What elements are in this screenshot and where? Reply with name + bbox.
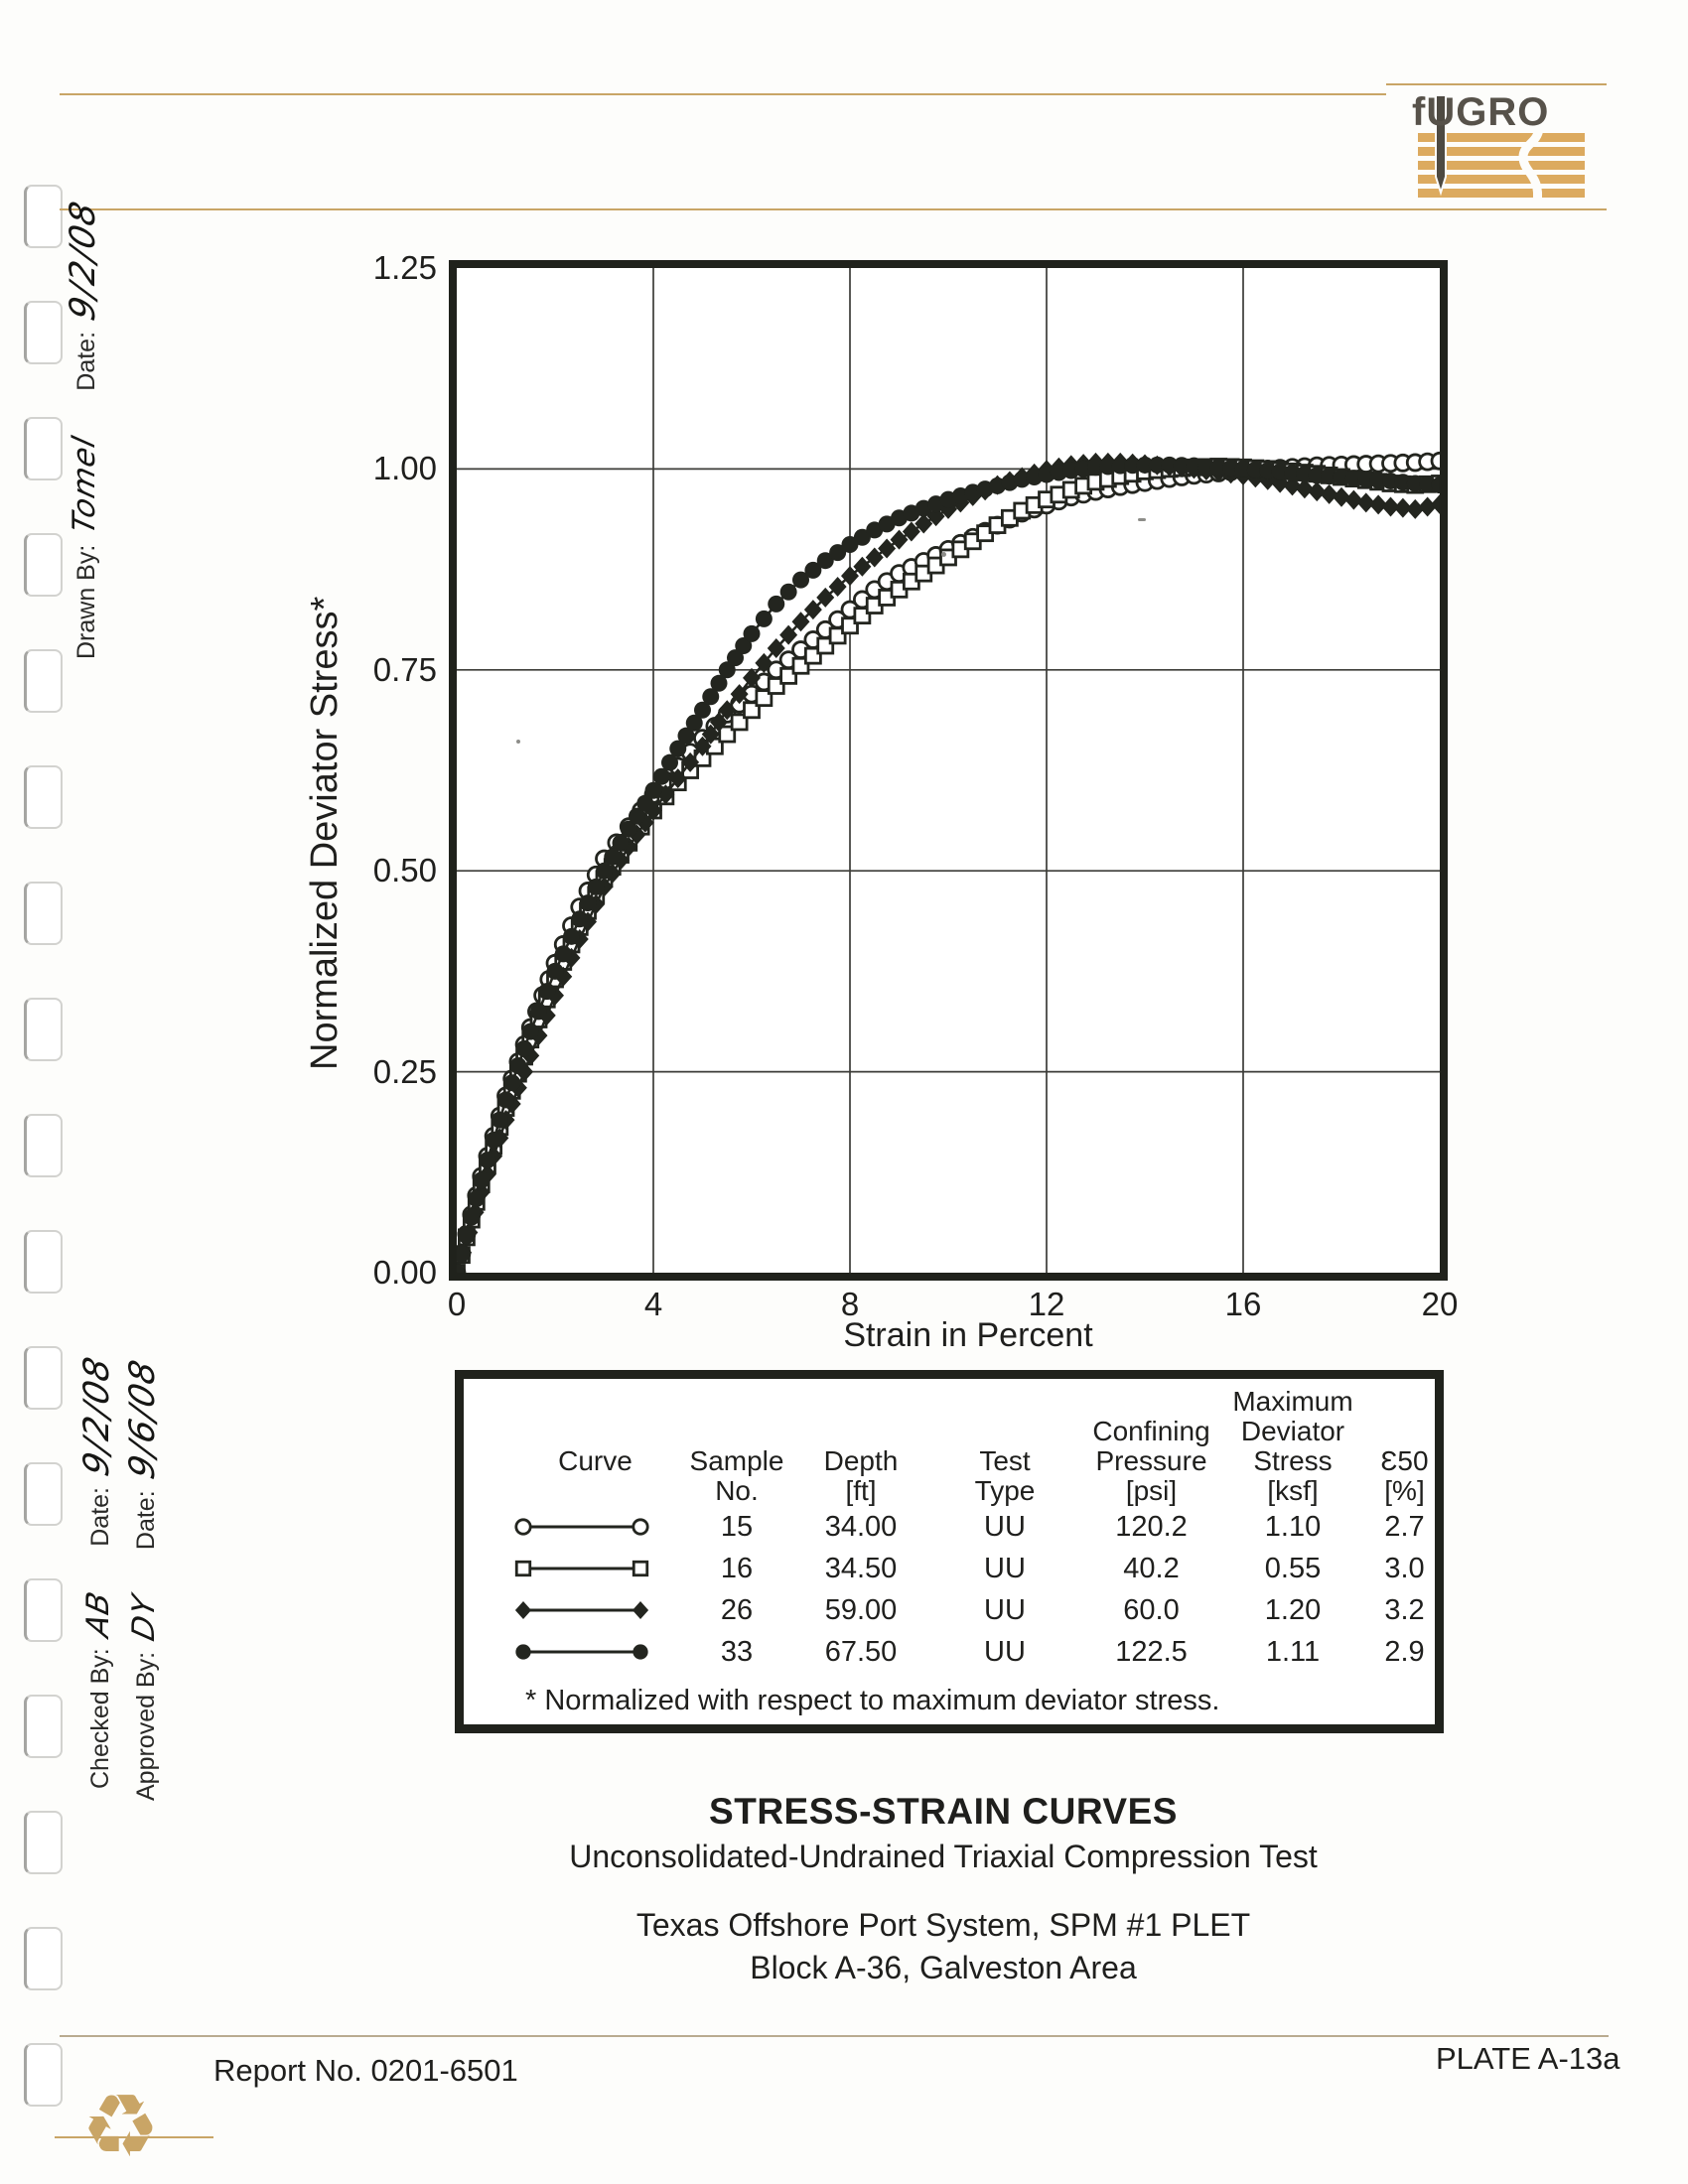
legend-table <box>503 1387 1435 1673</box>
legend-cell-confining_pressure: 60.0 <box>1123 1594 1180 1626</box>
margin-checked-by-line <box>77 1352 117 1789</box>
legend-cell-e50: 3.0 <box>1384 1553 1425 1584</box>
filled-circle-icon <box>509 1636 658 1668</box>
binding-hole <box>24 1114 63 1177</box>
binding-hole <box>24 649 63 713</box>
series-sample-33 <box>457 457 1440 1273</box>
x-tick-label: 16 <box>1224 1286 1262 1322</box>
legend-cell-test_type: UU <box>984 1594 1026 1626</box>
binding-hole <box>24 765 63 829</box>
y-tick-label: 1.00 <box>372 450 437 487</box>
legend-cell-confining_pressure: 122.5 <box>1115 1636 1188 1668</box>
legend-header-5: Maximum Deviator Stress [ksf] <box>1232 1386 1353 1506</box>
y-tick-label: 1.25 <box>372 249 437 286</box>
approved-by-label: Approved By: <box>132 1651 160 1801</box>
legend-cell-test_type: UU <box>984 1636 1026 1668</box>
header-rule-bottom <box>60 208 1607 210</box>
binding-hole <box>24 1230 63 1294</box>
legend-cell-test_type: UU <box>984 1511 1026 1543</box>
legend-footnote: * Normalized with respect to maximum deviator stress. <box>525 1685 1220 1716</box>
y-tick-label: 0.25 <box>372 1052 437 1090</box>
binding-hole <box>24 1462 63 1526</box>
checked-by-signature: AB <box>80 1587 116 1641</box>
drawn-date-value: 9/2/08 <box>64 197 103 325</box>
legend-cell-max_deviator_stress: 1.10 <box>1264 1511 1322 1543</box>
x-tick-label: 8 <box>840 1286 860 1322</box>
binding-hole <box>24 998 63 1061</box>
x-tick-label: 20 <box>1421 1286 1459 1322</box>
stress-strain-chart <box>457 268 1440 1273</box>
binding-hole <box>24 1811 63 1874</box>
binding-hole <box>24 185 63 248</box>
footer-rule <box>60 2035 1609 2037</box>
y-tick-label: 0.75 <box>372 650 437 688</box>
legend-cell-confining_pressure: 40.2 <box>1123 1553 1180 1584</box>
drawn-by-signature: Tomel <box>67 432 102 538</box>
legend-cell-sample_no: 15 <box>720 1511 754 1543</box>
project-location: Block A-36, Galveston Area <box>750 1950 1137 1985</box>
y-axis-title: Normalized Deviator Stress* <box>304 596 346 1070</box>
recycle-icon: ♻ <box>81 2075 160 2177</box>
project-name: Texas Offshore Port System, SPM #1 PLET <box>635 1907 1251 1943</box>
legend-box <box>455 1370 1444 1733</box>
binding-hole <box>24 301 63 364</box>
header-rule-left <box>60 93 1386 95</box>
binding-hole <box>24 533 63 597</box>
legend-cell-sample_no: 16 <box>720 1553 754 1584</box>
legend-cell-depth: 67.50 <box>824 1636 898 1668</box>
legend-cell-sample_no: 33 <box>720 1636 754 1668</box>
legend-cell-e50: 2.7 <box>1384 1511 1425 1543</box>
plate-number: PLATE A-13a <box>1436 2041 1620 2076</box>
legend-header-1: Sample No. <box>689 1445 784 1506</box>
legend-cell-depth: 34.00 <box>824 1511 898 1543</box>
checked-by-label: Checked By: <box>86 1648 114 1789</box>
legend-header-3: Test Type <box>974 1445 1036 1506</box>
drawn-by-label: Drawn By: <box>72 544 100 659</box>
legend-symbol-open-circle <box>503 1506 687 1548</box>
legend-symbol-open-square <box>503 1548 687 1589</box>
binding-hole <box>24 2043 63 2107</box>
legend-header-6: Ɛ50 [%] <box>1380 1445 1429 1506</box>
binding-hole <box>24 1695 63 1758</box>
legend-cell-depth: 59.00 <box>824 1594 898 1626</box>
fugro-logo-icon <box>1388 85 1603 205</box>
x-axis-title: Strain in Percent <box>843 1316 1093 1354</box>
approved-by-signature: DY <box>126 1590 162 1645</box>
binding-hole <box>24 1346 63 1410</box>
legend-cell-test_type: UU <box>984 1553 1026 1584</box>
filled-diamond-icon <box>509 1594 658 1626</box>
scan-speck <box>516 740 520 744</box>
legend-cell-depth: 34.50 <box>824 1553 898 1584</box>
legend-cell-max_deviator_stress: 0.55 <box>1264 1553 1322 1584</box>
plate-title: STRESS-STRAIN CURVES <box>709 1791 1178 1832</box>
legend-symbol-filled-circle <box>503 1631 687 1673</box>
margin-drawn-by-line <box>64 197 103 659</box>
plate-subtitle: Unconsolidated-Undrained Triaxial Compression Test <box>569 1839 1318 1874</box>
report-number: Report No. 0201-6501 <box>213 2053 518 2088</box>
legend-header-4: Confining Pressure [psi] <box>1092 1416 1210 1506</box>
title-block <box>248 1791 1638 1986</box>
margin-approved-by-line <box>123 1355 163 1801</box>
x-tick-label: 0 <box>447 1286 467 1322</box>
binding-hole <box>24 882 63 945</box>
open-square-icon <box>509 1553 658 1584</box>
scan-speck <box>1138 518 1146 521</box>
y-tick-label: 0.50 <box>372 852 437 889</box>
legend-cell-sample_no: 26 <box>720 1594 754 1626</box>
legend-cell-e50: 3.2 <box>1384 1594 1425 1626</box>
scan-speck <box>941 552 946 557</box>
checked-date-value: 9/2/08 <box>77 1352 117 1480</box>
drawn-date-label: Date: <box>72 331 100 391</box>
legend-cell-max_deviator_stress: 1.20 <box>1264 1594 1322 1626</box>
legend-header-0: Curve <box>558 1445 633 1476</box>
plot-area <box>449 260 1448 1281</box>
legend-cell-e50: 2.9 <box>1384 1636 1425 1668</box>
approved-date-label: Date: <box>132 1490 160 1551</box>
logo-text: fUGRO <box>1412 90 1550 134</box>
checked-date-label: Date: <box>86 1487 114 1547</box>
legend-header-2: Depth [ft] <box>823 1445 899 1506</box>
binding-hole <box>24 1578 63 1642</box>
x-tick-label: 4 <box>643 1286 663 1322</box>
approved-date-value: 9/6/08 <box>123 1355 163 1484</box>
binding-hole <box>24 417 63 480</box>
legend-symbol-filled-diamond <box>503 1589 687 1631</box>
binding-hole <box>24 1927 63 1990</box>
legend-cell-max_deviator_stress: 1.11 <box>1265 1636 1321 1668</box>
open-circle-icon <box>509 1511 658 1543</box>
legend-cell-confining_pressure: 120.2 <box>1115 1511 1188 1543</box>
y-tick-label: 0.00 <box>372 1254 437 1291</box>
x-tick-label: 12 <box>1028 1286 1065 1322</box>
